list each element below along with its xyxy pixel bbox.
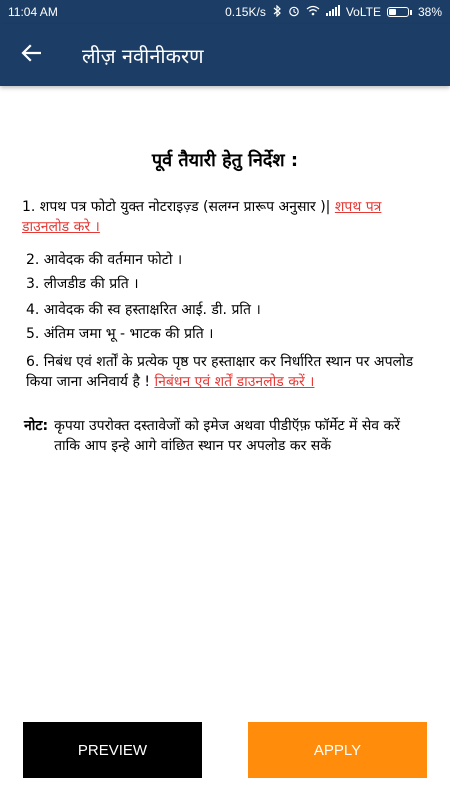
wifi-icon <box>306 5 320 19</box>
instruction-text-1: 1. शपथ पत्र फोटो युक्त नोटराइज़्ड (सलग्न प्रारूप अनुसार )| <box>22 199 335 215</box>
instruction-text-3: 3. लीजडीड की प्रति । <box>26 276 139 292</box>
arrow-left-icon <box>21 44 41 66</box>
instruction-item-4 <box>26 300 430 320</box>
instructions-heading: पूर्व तैयारी हेतु निर्देश : <box>151 150 299 171</box>
instruction-item-6 <box>26 352 430 392</box>
instruction-item-2 <box>26 250 430 270</box>
instruction-text-4: 4. आवेदक की स्व हस्ताक्षरित आई. डी. प्रति । <box>26 302 261 318</box>
alarm-icon <box>288 5 300 20</box>
affidavit-download-link[interactable]: शपथ पत्र डाउनलोड करे । <box>22 199 382 235</box>
instructions-panel <box>0 86 450 172</box>
instruction-text-5: 5. अंतिम जमा भू - भाटक की प्रति । <box>26 326 214 342</box>
instruction-item-3 <box>26 274 430 294</box>
battery-percent: 38% <box>417 5 442 19</box>
back-button[interactable] <box>0 24 62 86</box>
instruction-text-2: 2. आवेदक की वर्तमान फोटो । <box>26 252 183 268</box>
apply-button[interactable]: APPLY <box>248 722 427 778</box>
instruction-text-6: 6. निबंध एवं शर्तों के प्रत्येक पृष्ठ पर हस्ताक्षार कर निर्धारित स्थान पर अपलोड किया जाना अनिवार्य है ! <box>26 354 414 390</box>
network-speed: 0.15K/s <box>225 5 266 19</box>
signal-icon <box>326 5 340 19</box>
instruction-item-5 <box>26 324 430 344</box>
note-block <box>24 416 428 456</box>
bluetooth-icon <box>272 5 282 20</box>
note-label: नोट: <box>24 418 49 434</box>
battery-icon <box>387 7 412 17</box>
status-icons <box>225 5 442 20</box>
terms-download-link[interactable]: निबंधन एवं शर्तें डाउनलोड करें । <box>154 374 315 390</box>
status-time: 11:04 AM <box>8 5 58 19</box>
network-type: VoLTE <box>345 5 381 19</box>
instruction-item-1 <box>22 197 426 237</box>
battery-fill <box>389 9 396 15</box>
note-text: कृपया उपरोक्त दस्तावेजों को इमेज अथवा पीडीऍफ़ फॉर्मेट में सेव करें ताकि आप इन्हे आगे वांछित स्थान पर अपलोड कर सकें <box>54 418 400 454</box>
app-bar <box>0 24 450 86</box>
page-title: लीज़ नवीनीकरण <box>82 43 204 68</box>
status-bar <box>0 0 450 24</box>
preview-button[interactable]: PREVIEW <box>23 722 202 778</box>
